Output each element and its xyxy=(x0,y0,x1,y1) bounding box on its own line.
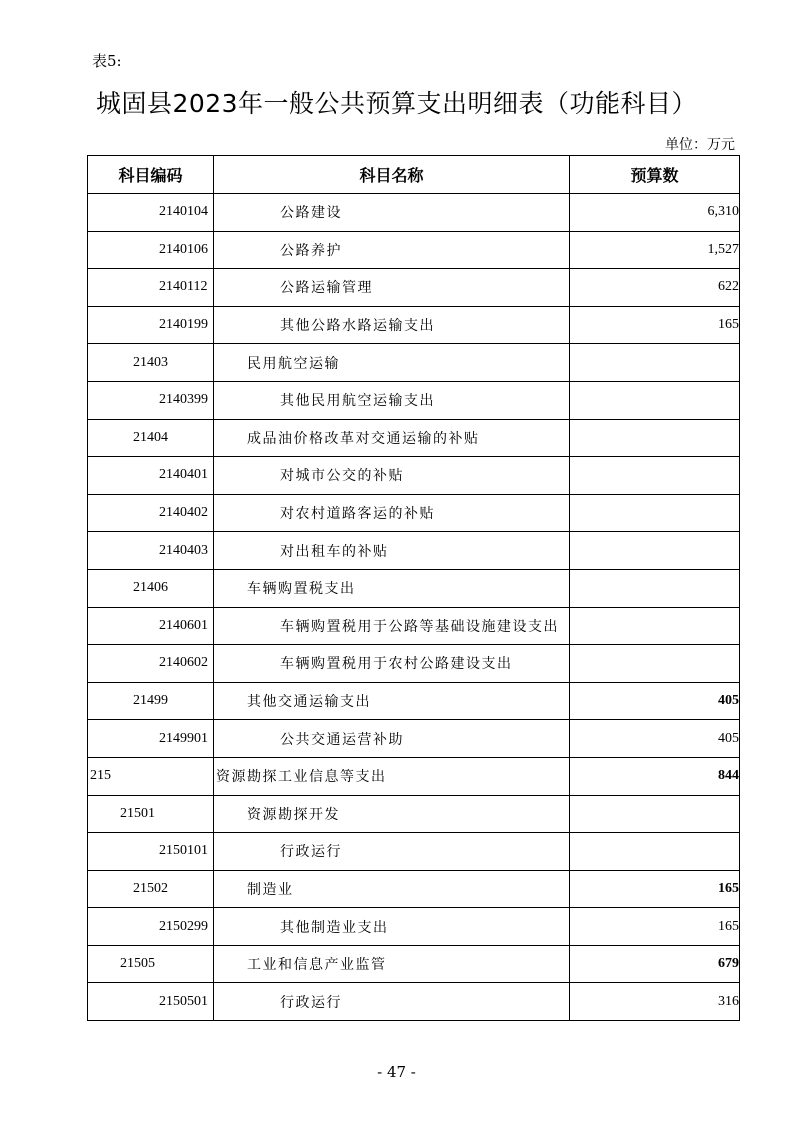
page-number: - 47 - xyxy=(377,1063,416,1081)
cell-code: 215 xyxy=(88,757,214,795)
cell-code: 2150501 xyxy=(88,983,214,1021)
cell-name: 公路运输管理 xyxy=(214,269,570,307)
cell-amount: 622 xyxy=(570,269,740,307)
cell-name: 公路养护 xyxy=(214,231,570,269)
cell-code: 2150299 xyxy=(88,908,214,946)
cell-name: 资源勘探开发 xyxy=(214,795,570,833)
cell-amount xyxy=(570,607,740,645)
cell-amount: 679 xyxy=(570,945,740,983)
cell-amount: 165 xyxy=(570,870,740,908)
table-body xyxy=(88,194,740,1021)
table-row xyxy=(88,194,740,232)
cell-amount xyxy=(570,419,740,457)
cell-code: 2140602 xyxy=(88,645,214,683)
table-row xyxy=(88,231,740,269)
cell-name: 制造业 xyxy=(214,870,570,908)
cell-name: 公路建设 xyxy=(214,194,570,232)
table-row xyxy=(88,645,740,683)
cell-name: 车辆购置税用于公路等基础设施建设支出 xyxy=(214,607,570,645)
table-row xyxy=(88,908,740,946)
cell-amount xyxy=(570,344,740,382)
table-row xyxy=(88,795,740,833)
cell-name: 其他交通运输支出 xyxy=(214,682,570,720)
unit-label: 单位：万元 xyxy=(665,137,735,153)
table-row xyxy=(88,457,740,495)
cell-name: 行政运行 xyxy=(214,833,570,871)
cell-amount: 405 xyxy=(570,682,740,720)
cell-code: 2140199 xyxy=(88,306,214,344)
cell-amount: 165 xyxy=(570,306,740,344)
cell-code: 2150101 xyxy=(88,833,214,871)
cell-code: 2140601 xyxy=(88,607,214,645)
table-row xyxy=(88,494,740,532)
cell-code: 21501 xyxy=(88,795,214,833)
cell-name: 车辆购置税支出 xyxy=(214,569,570,607)
cell-code: 2149901 xyxy=(88,720,214,758)
cell-name: 对出租车的补贴 xyxy=(214,532,570,570)
header-name: 科目名称 xyxy=(214,156,570,194)
cell-amount xyxy=(570,833,740,871)
cell-code: 2140403 xyxy=(88,532,214,570)
cell-name: 其他民用航空运输支出 xyxy=(214,381,570,419)
table-row xyxy=(88,569,740,607)
cell-amount: 405 xyxy=(570,720,740,758)
cell-code: 2140402 xyxy=(88,494,214,532)
cell-amount: 844 xyxy=(570,757,740,795)
cell-name: 其他公路水路运输支出 xyxy=(214,306,570,344)
cell-amount xyxy=(570,494,740,532)
table-header-row xyxy=(88,156,740,194)
cell-code: 2140112 xyxy=(88,269,214,307)
cell-amount xyxy=(570,795,740,833)
cell-name: 对城市公交的补贴 xyxy=(214,457,570,495)
cell-amount: 165 xyxy=(570,908,740,946)
cell-name: 工业和信息产业监管 xyxy=(214,945,570,983)
table-row xyxy=(88,720,740,758)
cell-name: 行政运行 xyxy=(214,983,570,1021)
cell-name: 成品油价格改革对交通运输的补贴 xyxy=(214,419,570,457)
table-row xyxy=(88,269,740,307)
budget-table xyxy=(87,155,740,1021)
cell-amount xyxy=(570,569,740,607)
cell-code: 2140106 xyxy=(88,231,214,269)
table-label: 表5: xyxy=(92,52,122,70)
cell-code: 21404 xyxy=(88,419,214,457)
table-row xyxy=(88,607,740,645)
table-row xyxy=(88,945,740,983)
cell-name: 民用航空运输 xyxy=(214,344,570,382)
cell-code: 21499 xyxy=(88,682,214,720)
cell-amount: 316 xyxy=(570,983,740,1021)
header-amount: 预算数 xyxy=(570,156,740,194)
cell-name: 对农村道路客运的补贴 xyxy=(214,494,570,532)
cell-amount xyxy=(570,457,740,495)
cell-name: 其他制造业支出 xyxy=(214,908,570,946)
cell-code: 2140104 xyxy=(88,194,214,232)
cell-name: 车辆购置税用于农村公路建设支出 xyxy=(214,645,570,683)
table-row xyxy=(88,757,740,795)
table-row xyxy=(88,682,740,720)
table-row xyxy=(88,381,740,419)
page-title: 城固县2023年一般公共预算支出明细表（功能科目） xyxy=(95,89,698,118)
cell-amount xyxy=(570,645,740,683)
header-code: 科目编码 xyxy=(88,156,214,194)
cell-amount xyxy=(570,532,740,570)
table-row xyxy=(88,344,740,382)
cell-code: 2140401 xyxy=(88,457,214,495)
cell-name: 公共交通运营补助 xyxy=(214,720,570,758)
cell-code: 21502 xyxy=(88,870,214,908)
cell-code: 21406 xyxy=(88,569,214,607)
table-row xyxy=(88,833,740,871)
table-row xyxy=(88,983,740,1021)
table-row xyxy=(88,532,740,570)
table-row xyxy=(88,419,740,457)
cell-code: 21403 xyxy=(88,344,214,382)
cell-amount: 6,310 xyxy=(570,194,740,232)
cell-code: 2140399 xyxy=(88,381,214,419)
table-row xyxy=(88,306,740,344)
table-row xyxy=(88,870,740,908)
cell-name: 资源勘探工业信息等支出 xyxy=(214,757,570,795)
cell-code: 21505 xyxy=(88,945,214,983)
cell-amount xyxy=(570,381,740,419)
cell-amount: 1,527 xyxy=(570,231,740,269)
